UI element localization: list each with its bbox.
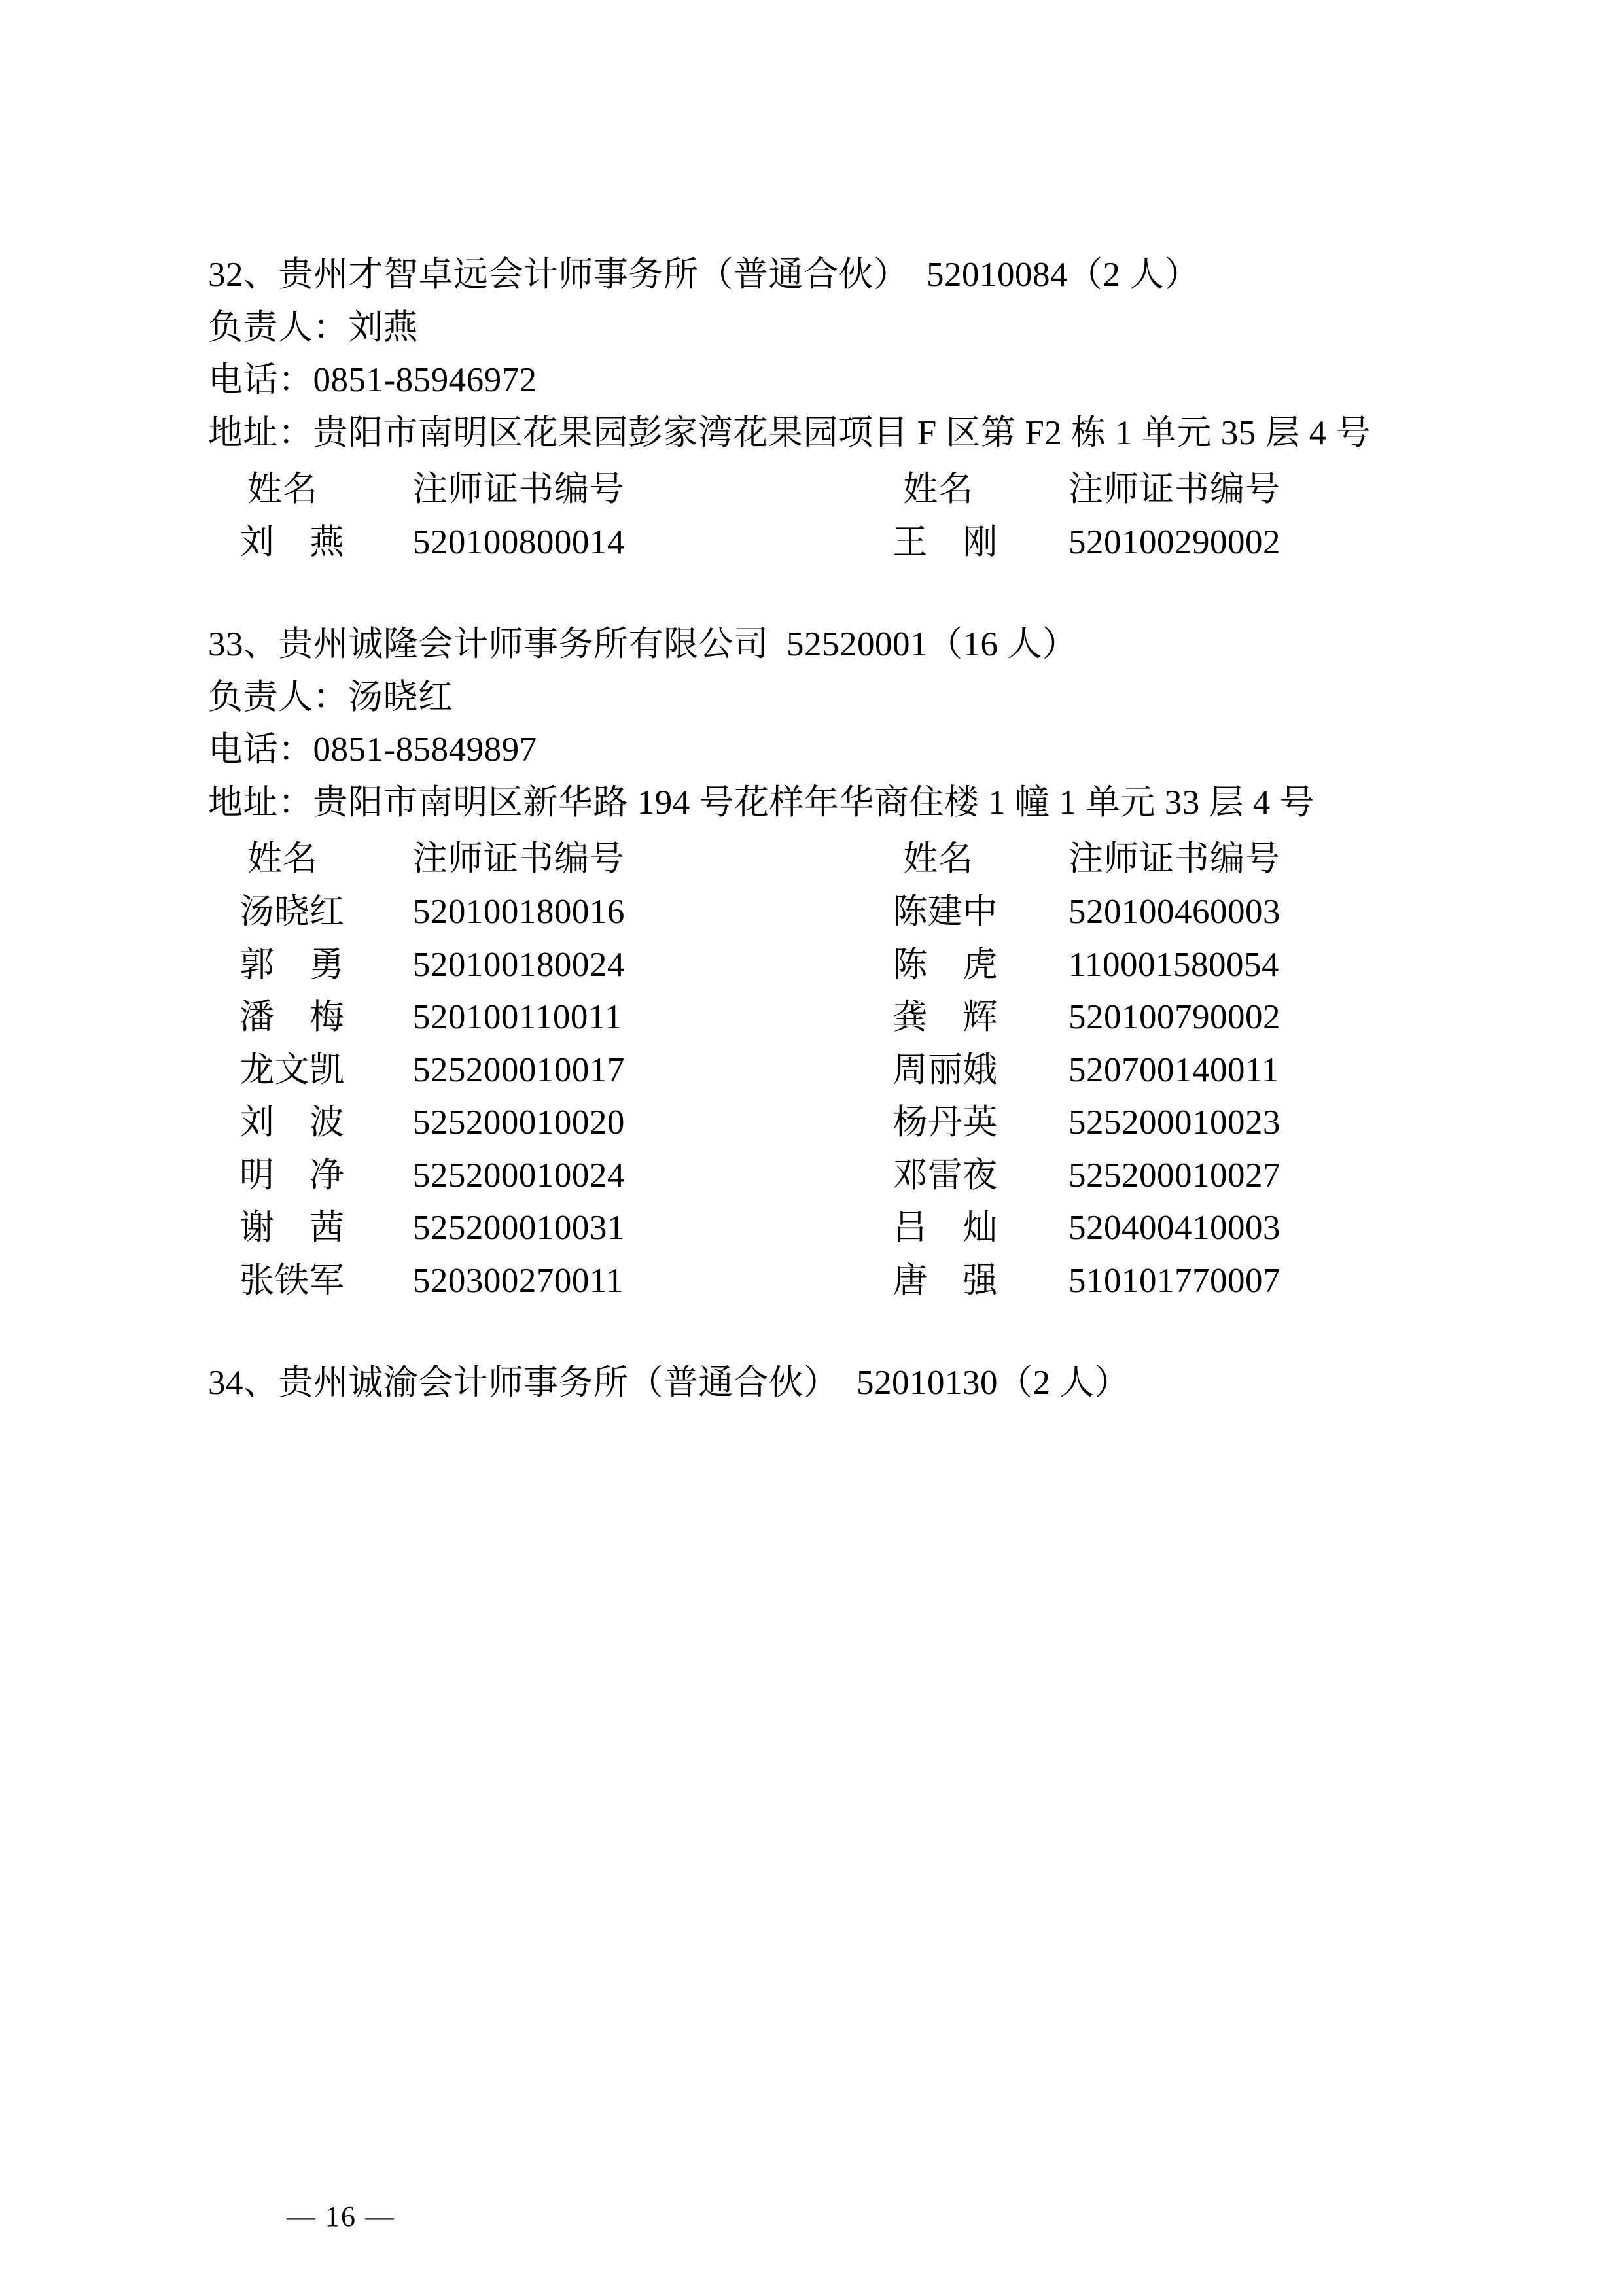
table-row: [208, 1149, 1425, 1202]
address-value: 贵阳市南明区花果园彭家湾花果园项目 F 区第 F2 栋 1 单元 35 层 4 号: [313, 413, 1371, 452]
member-table: [208, 463, 1425, 568]
member-cert: 110001580054: [1068, 945, 1280, 984]
firm-phone-line: [208, 354, 1428, 407]
firm-address-line: [208, 407, 1428, 460]
manager-value: 汤晓红: [348, 678, 453, 716]
member-name: 郭 勇: [239, 945, 345, 984]
phone-value: 0851-85946972: [313, 361, 537, 400]
member-cert: 525200010024: [412, 1156, 625, 1194]
member-name: 唐 强: [892, 1261, 998, 1300]
member-cert: 525200010031: [412, 1209, 625, 1247]
member-name: 龙文凯: [239, 1051, 345, 1089]
member-cert: 520100180016: [412, 893, 625, 931]
table-row: [208, 1255, 1425, 1308]
member-name: 汤晓红: [239, 893, 345, 931]
firm-title: 33、贵州诚隆会计师事务所有限公司 52520001（16 人）: [208, 625, 1078, 664]
member-name: 明 净: [239, 1156, 345, 1194]
manager-label: 负责人：: [208, 308, 348, 347]
member-cert: 520100460003: [1068, 893, 1281, 931]
firm-entry: [208, 618, 1428, 1307]
firm-title: 32、贵州才智卓远会计师事务所（普通合伙） 52010084（2 人）: [208, 256, 1200, 294]
row-gap: [806, 1149, 879, 1202]
table-row: [208, 886, 1425, 939]
member-cert: 520400410003: [1068, 1209, 1281, 1247]
page-footer: [0, 2200, 1624, 2233]
header-gap: [806, 463, 879, 516]
firm-manager-line: [208, 302, 1428, 355]
header-name-right: 姓名: [903, 470, 974, 509]
table-row: [208, 1044, 1425, 1097]
row-gap: [806, 1202, 879, 1255]
member-name: 谢 茜: [239, 1209, 345, 1247]
member-name: 周丽娥: [892, 1051, 998, 1089]
member-name: 杨丹英: [892, 1104, 998, 1142]
member-cert: 520100290002: [1068, 523, 1281, 561]
header-cert-left: 注师证书编号: [412, 840, 625, 878]
member-name: 刘 燕: [239, 523, 345, 561]
table-row: [208, 939, 1425, 992]
header-gap: [806, 833, 879, 886]
member-cert: 520100790002: [1068, 998, 1281, 1037]
member-cert: 525200010027: [1068, 1156, 1281, 1194]
phone-label: 电话：: [208, 731, 313, 769]
table-row: [208, 516, 1425, 569]
member-cert: 520700140011: [1068, 1051, 1280, 1089]
address-value: 贵阳市南明区新华路 194 号花样年华商住楼 1 幢 1 单元 33 层 4 号: [313, 783, 1315, 822]
member-cert: 525200010017: [412, 1051, 625, 1089]
page-number: — 16 —: [287, 2200, 395, 2233]
manager-label: 负责人：: [208, 678, 348, 716]
document-body: [208, 249, 1428, 1410]
firm-address-line: [208, 776, 1428, 829]
row-gap: [806, 886, 879, 939]
member-table-header: [208, 833, 1425, 886]
member-name: 邓雷夜: [892, 1156, 998, 1194]
firm-manager-line: [208, 671, 1428, 724]
firm-title: 34、贵州诚渝会计师事务所（普通合伙） 52010130（2 人）: [208, 1364, 1130, 1402]
row-gap: [806, 1096, 879, 1149]
row-gap: [806, 991, 879, 1044]
member-cert: 520300270011: [412, 1261, 624, 1300]
member-name: 吕 灿: [892, 1209, 998, 1247]
member-name: 张铁军: [239, 1261, 345, 1300]
member-cert: 520100110011: [412, 998, 622, 1037]
member-cert: 520100800014: [412, 523, 625, 561]
firm-phone-line: [208, 723, 1428, 776]
firm-entry: [208, 1357, 1428, 1410]
member-name: 陈建中: [892, 893, 998, 931]
member-table-header: [208, 463, 1425, 516]
header-cert-right: 注师证书编号: [1068, 470, 1281, 509]
phone-label: 电话：: [208, 361, 313, 400]
member-name: 刘 波: [239, 1104, 345, 1142]
header-cert-left: 注师证书编号: [412, 470, 625, 509]
member-cert: 520100180024: [412, 945, 625, 984]
row-gap: [806, 516, 879, 569]
row-gap: [806, 939, 879, 992]
header-name-left: 姓名: [247, 470, 318, 509]
row-gap: [806, 1255, 879, 1308]
header-cert-right: 注师证书编号: [1068, 840, 1281, 878]
member-table: [208, 833, 1425, 1307]
header-name-left: 姓名: [247, 840, 318, 878]
member-name: 王 刚: [892, 523, 998, 561]
phone-value: 0851-85849897: [313, 731, 537, 769]
table-row: [208, 991, 1425, 1044]
table-row: [208, 1202, 1425, 1255]
member-cert: 525200010023: [1068, 1104, 1281, 1142]
member-name: 陈 虎: [892, 945, 998, 984]
address-label: 地址：: [208, 413, 313, 452]
member-name: 潘 梅: [239, 998, 345, 1037]
member-name: 龚 辉: [892, 998, 998, 1037]
member-cert: 510101770007: [1068, 1261, 1281, 1300]
firm-entry: [208, 249, 1428, 568]
address-label: 地址：: [208, 783, 313, 822]
table-row: [208, 1096, 1425, 1149]
header-name-right: 姓名: [903, 840, 974, 878]
manager-value: 刘燕: [348, 308, 418, 347]
member-cert: 525200010020: [412, 1104, 625, 1142]
row-gap: [806, 1044, 879, 1097]
